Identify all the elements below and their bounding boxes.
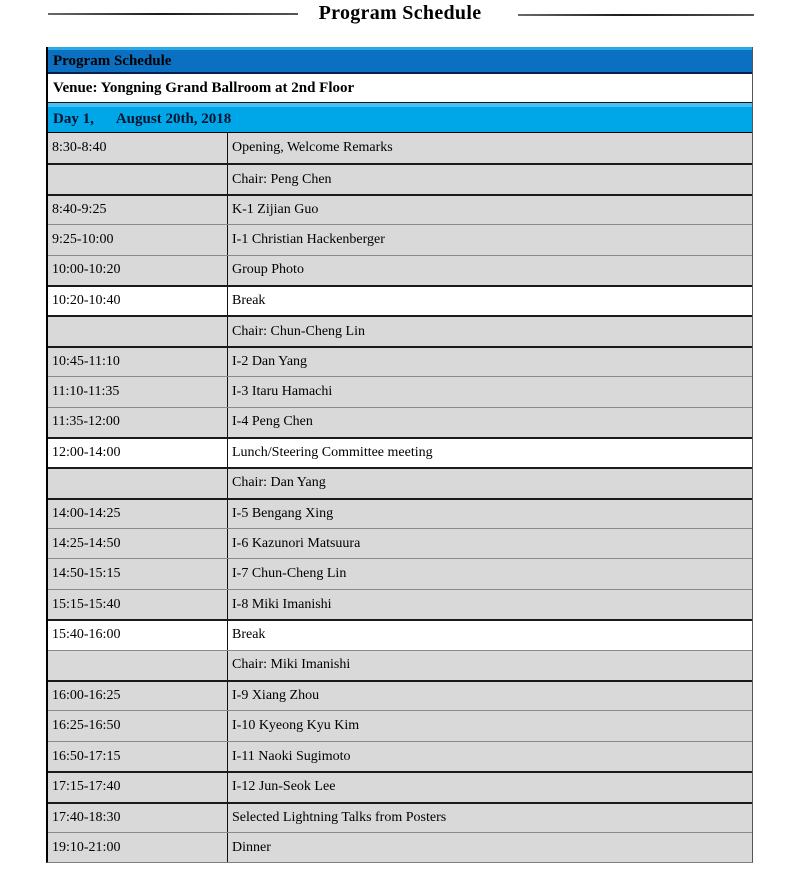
time-cell: 11:35-12:00: [48, 408, 228, 437]
schedule-row: [48, 619, 752, 649]
time-cell: 15:40-16:00: [48, 621, 228, 649]
time-cell: 19:10-21:00: [48, 833, 228, 862]
event-cell: Selected Lightning Talks from Posters: [232, 809, 447, 825]
schedule-row: [48, 376, 752, 406]
event-cell: Lunch/Steering Committee meeting: [232, 445, 433, 461]
table-header-row: [48, 47, 752, 74]
time-cell: 11:10-11:35: [48, 377, 228, 406]
day-date: August 20th, 2018: [115, 111, 232, 127]
event-cell: Chair: Chun-Cheng Lin: [232, 323, 365, 339]
schedule-row: [48, 589, 752, 619]
event-cell: Chair: Miki Imanishi: [232, 657, 351, 673]
time-cell: [48, 469, 228, 497]
time-cell: 16:25-16:50: [48, 711, 228, 740]
schedule-row: [48, 133, 752, 163]
time-cell: 9:25-10:00: [48, 225, 228, 254]
time-cell: 10:20-10:40: [48, 287, 228, 315]
event-cell: Group Photo: [232, 262, 304, 278]
event-cell: Opening, Welcome Remarks: [232, 140, 393, 156]
event-cell: K-1 Zijian Guo: [232, 201, 319, 217]
schedule-rows: [48, 133, 752, 862]
event-cell: I-5 Bengang Xing: [232, 505, 334, 521]
table-header-label: Program Schedule: [53, 52, 172, 69]
event-cell: I-9 Xiang Zhou: [232, 688, 320, 704]
schedule-row: [48, 832, 752, 862]
event-cell: Break: [232, 293, 266, 309]
time-cell: 14:25-14:50: [48, 529, 228, 558]
time-cell: 16:50-17:15: [48, 742, 228, 771]
time-cell: [48, 165, 228, 193]
time-cell: [48, 651, 228, 680]
event-cell: I-1 Christian Hackenberger: [232, 231, 385, 247]
schedule-row: [48, 437, 752, 467]
time-cell: 16:00-16:25: [48, 682, 228, 710]
schedule-row: [48, 163, 752, 193]
schedule-row: [48, 558, 752, 588]
schedule-row: [48, 224, 752, 254]
time-cell: [48, 317, 228, 345]
schedule-row: [48, 315, 752, 345]
title-block: [0, 0, 800, 46]
schedule-row: [48, 498, 752, 528]
event-cell: I-12 Jun-Seok Lee: [232, 779, 336, 795]
time-cell: 10:00-10:20: [48, 256, 228, 285]
page-title: Program Schedule: [318, 2, 482, 24]
schedule-row: [48, 467, 752, 497]
time-cell: 8:40-9:25: [48, 196, 228, 224]
time-cell: 8:30-8:40: [48, 133, 228, 163]
venue-row: [48, 74, 752, 103]
event-cell: I-4 Peng Chen: [232, 414, 313, 430]
schedule-row: [48, 346, 752, 376]
event-cell: Chair: Dan Yang: [232, 475, 326, 491]
schedule-row: [48, 285, 752, 315]
event-cell: I-10 Kyeong Kyu Kim: [232, 718, 360, 734]
schedule-row: [48, 194, 752, 224]
schedule-row: [48, 741, 752, 771]
event-cell: I-2 Dan Yang: [232, 353, 308, 369]
schedule-row: [48, 710, 752, 740]
schedule-row: [48, 771, 752, 801]
day-label: Day 1,: [53, 111, 94, 127]
time-cell: 12:00-14:00: [48, 439, 228, 467]
schedule-row: [48, 528, 752, 558]
event-cell: I-11 Naoki Sugimoto: [232, 748, 351, 764]
schedule-row: [48, 680, 752, 710]
schedule-row: [48, 255, 752, 285]
time-cell: 14:00-14:25: [48, 500, 228, 528]
event-cell: I-7 Chun-Cheng Lin: [232, 566, 347, 582]
event-cell: I-6 Kazunori Matsuura: [232, 535, 361, 551]
schedule-row: [48, 802, 752, 832]
time-cell: 17:40-18:30: [48, 804, 228, 832]
event-cell: Chair: Peng Chen: [232, 171, 332, 187]
time-cell: 14:50-15:15: [48, 559, 228, 588]
day-header-row: [48, 103, 752, 133]
venue-label: Venue: Yongning Grand Ballroom at 2nd Floor: [53, 79, 355, 96]
time-cell: 10:45-11:10: [48, 348, 228, 376]
schedule-table: [46, 47, 753, 863]
event-cell: Break: [232, 627, 266, 643]
time-cell: 15:15-15:40: [48, 590, 228, 619]
event-cell: Dinner: [232, 839, 271, 855]
schedule-row: [48, 407, 752, 437]
time-cell: 17:15-17:40: [48, 773, 228, 801]
title-decoration-line-right: [518, 14, 754, 16]
event-cell: I-3 Itaru Hamachi: [232, 383, 333, 399]
event-cell: I-8 Miki Imanishi: [232, 596, 332, 612]
schedule-row: [48, 650, 752, 680]
